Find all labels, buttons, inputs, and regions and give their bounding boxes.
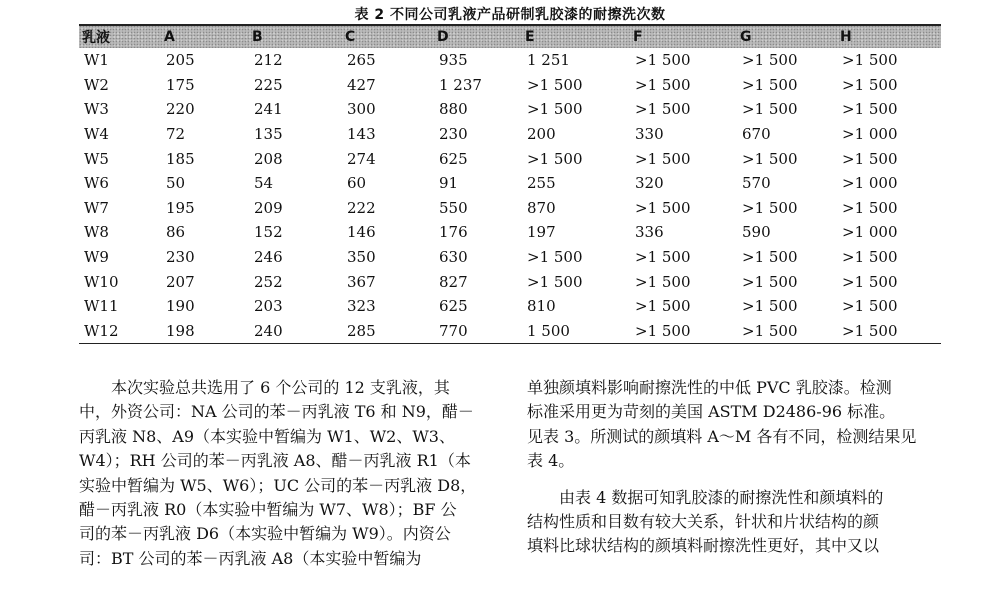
scrub-count-cell: 265: [347, 51, 376, 70]
scrub-count-cell: 935: [439, 51, 468, 70]
scrub-count-cell: 225: [254, 75, 283, 94]
body-text-line: 丙乳液 N8、A9（本实验中暂编为 W1、W2、W3、: [79, 426, 455, 446]
scrub-count-cell: 1 251: [527, 51, 570, 70]
body-text-line: 由表 4 数据可知乳胶漆的耐擦洗性和颜填料的: [559, 487, 884, 507]
scrub-count-cell: 203: [254, 297, 283, 316]
scrub-count-cell: 207: [166, 272, 195, 291]
scrub-count-cell: >1 500: [635, 198, 691, 217]
header-cell: B: [249, 25, 342, 48]
table-caption: 表 2 不同公司乳液产品研制乳胶漆的耐擦洗次数: [354, 7, 666, 23]
scrub-count-cell: 1 500: [522, 319, 630, 344]
body-text-line: 醋－丙乳液 R0（本实验中暂编为 W7、W8）；BF 公: [79, 500, 457, 520]
scrub-count-cell: 86: [166, 223, 186, 242]
table-row: [79, 171, 941, 196]
body-text-line: 中，外资公司：NA 公司的苯－丙乳液 T6 和 N9，醋－: [79, 402, 474, 422]
right-text-column: [527, 376, 939, 559]
scrub-count-cell: 810: [527, 297, 556, 316]
scrub-count-cell: 208: [254, 149, 283, 168]
scrub-count-cell: >1 500: [635, 75, 691, 94]
scrub-count-cell: 330: [635, 125, 664, 144]
table-row: [79, 269, 941, 294]
body-text-line: 本次实验总共选用了 6 个公司的 12 支乳液，其: [111, 378, 450, 397]
header-cell: 乳液: [79, 25, 161, 48]
scrub-count-cell: >1 500: [527, 149, 583, 168]
scrub-count-cell: >1 500: [630, 319, 737, 344]
scrub-count-cell: 320: [635, 174, 664, 193]
scrub-count-cell: 590: [742, 223, 771, 242]
scrub-count-cell: >1 500: [635, 248, 691, 267]
scrub-count-cell: >1 500: [527, 272, 583, 291]
left-text-column: [79, 376, 496, 571]
body-text-line: 见表 3。所测试的颜填料 A～M 各有不同，检测结果见: [527, 426, 917, 446]
emulsion-id-cell: W10: [84, 272, 119, 291]
header-cell: C: [342, 25, 434, 48]
scrub-count-cell: >1 500: [842, 248, 898, 267]
scrub-count-cell: >1 500: [635, 100, 691, 119]
emulsion-id-cell: W1: [84, 51, 109, 70]
scrub-count-cell: 175: [166, 75, 195, 94]
scrub-count-cell: 195: [166, 198, 195, 217]
body-text-line: W4）；RH 公司的苯－丙乳液 A8、醋－丙乳液 R1（本: [79, 451, 471, 471]
scrub-count-cell: 336: [635, 223, 664, 242]
table-row: [79, 245, 941, 270]
scrub-count-cell: 230: [166, 248, 195, 267]
scrub-count-cell: 220: [166, 100, 195, 119]
table-header-row: [79, 25, 941, 48]
table-row: [79, 196, 941, 221]
scrub-count-cell: 240: [249, 319, 342, 344]
scrub-count-cell: >1 500: [742, 75, 798, 94]
body-text-line: 司：BT 公司的苯－丙乳液 A8（本实验中暂编为: [79, 548, 422, 568]
scrub-count-cell: 72: [166, 125, 186, 144]
scrub-count-cell: 246: [254, 248, 283, 267]
scrub-count-cell: >1 000: [842, 223, 898, 242]
scrub-count-cell: 212: [254, 51, 283, 70]
scrub-count-cell: >1 500: [742, 100, 798, 119]
scrub-count-cell: 880: [439, 100, 468, 119]
emulsion-id-cell: W2: [84, 75, 109, 94]
emulsion-id-cell: W7: [84, 198, 109, 217]
scrub-count-cell: >1 500: [837, 319, 941, 344]
scrub-count-cell: 827: [439, 272, 468, 291]
scrub-count-cell: 146: [347, 223, 376, 242]
table-row: [79, 97, 941, 122]
scrub-count-cell: >1 500: [842, 149, 898, 168]
emulsion-id-cell: W12: [79, 319, 161, 344]
body-text-line: 表 4。: [527, 451, 575, 471]
emulsion-id-cell: W4: [84, 125, 109, 144]
scrub-count-cell: 230: [439, 125, 468, 144]
scrub-count-cell: >1 500: [842, 75, 898, 94]
body-text-line: 司的苯－丙乳液 D6（本实验中暂编为 W9）。内资公: [79, 524, 451, 544]
scrub-resistance-table: [79, 24, 941, 344]
body-text-line: 填料比球状结构的颜填料耐擦洗性更好，其中又以: [527, 536, 880, 556]
scrub-count-cell: 197: [527, 223, 556, 242]
scrub-count-cell: >1 500: [635, 51, 691, 70]
scrub-count-cell: 143: [347, 125, 376, 144]
table-row: [79, 122, 941, 147]
header-cell: E: [522, 25, 630, 48]
scrub-count-cell: >1 500: [842, 297, 898, 316]
scrub-count-cell: 91: [439, 174, 459, 193]
scrub-count-cell: >1 000: [842, 174, 898, 193]
scrub-count-cell: 630: [439, 248, 468, 267]
scrub-count-cell: 770: [434, 319, 522, 344]
scrub-count-cell: 135: [254, 125, 283, 144]
scrub-count-cell: 50: [166, 174, 186, 193]
scrub-count-cell: >1 500: [842, 198, 898, 217]
scrub-count-cell: 190: [166, 297, 195, 316]
scrub-count-cell: >1 500: [742, 272, 798, 291]
scrub-count-cell: >1 000: [842, 125, 898, 144]
table-row: [79, 146, 941, 171]
header-cell: F: [630, 25, 737, 48]
scrub-count-cell: 625: [439, 149, 468, 168]
scrub-count-cell: >1 500: [635, 297, 691, 316]
header-cell: H: [837, 25, 941, 48]
scrub-count-cell: 625: [439, 297, 468, 316]
scrub-count-cell: 54: [254, 174, 274, 193]
scrub-count-cell: 60: [347, 174, 367, 193]
scrub-count-cell: 570: [742, 174, 771, 193]
scrub-count-cell: >1 500: [737, 319, 837, 344]
scrub-count-cell: 200: [527, 125, 556, 144]
scrub-count-cell: 185: [166, 149, 195, 168]
header-cell: A: [161, 25, 249, 48]
scrub-count-cell: 222: [347, 198, 376, 217]
scrub-count-cell: 198: [161, 319, 249, 344]
scrub-count-cell: 323: [347, 297, 376, 316]
scrub-count-cell: 1 237: [439, 75, 482, 94]
scrub-count-cell: 205: [166, 51, 195, 70]
emulsion-id-cell: W11: [84, 297, 119, 316]
scrub-count-cell: 274: [347, 149, 376, 168]
emulsion-id-cell: W3: [84, 100, 109, 119]
scrub-count-cell: 550: [439, 198, 468, 217]
scrub-count-cell: 350: [347, 248, 376, 267]
emulsion-id-cell: W8: [84, 223, 109, 242]
scrub-count-cell: >1 500: [527, 248, 583, 267]
table-row: [79, 48, 941, 73]
body-text-line: 结构性质和目数有较大关系，针状和片状结构的颜: [527, 512, 880, 532]
scrub-count-cell: >1 500: [635, 149, 691, 168]
scrub-count-cell: 255: [527, 174, 556, 193]
scrub-count-cell: 870: [527, 198, 556, 217]
scrub-count-cell: >1 500: [527, 75, 583, 94]
scrub-count-cell: 152: [254, 223, 283, 242]
header-cell: D: [434, 25, 522, 48]
scrub-count-cell: >1 500: [742, 248, 798, 267]
body-text-line: 单独颜填料影响耐擦洗性的中低 PVC 乳胶漆。检测: [527, 378, 892, 397]
scrub-count-cell: >1 500: [842, 51, 898, 70]
scrub-count-cell: >1 500: [842, 272, 898, 291]
scrub-count-cell: >1 500: [842, 100, 898, 119]
emulsion-id-cell: W5: [84, 149, 109, 168]
scrub-count-cell: 176: [439, 223, 468, 242]
scrub-count-cell: 670: [742, 125, 771, 144]
scrub-count-cell: >1 500: [742, 51, 798, 70]
scrub-count-cell: >1 500: [635, 272, 691, 291]
table-row: [79, 319, 941, 344]
body-text-line: 实验中暂编为 W5、W6）；UC 公司的苯－丙乳液 D8，: [79, 475, 477, 495]
table-row: [79, 220, 941, 245]
table-body: [79, 48, 941, 344]
scrub-count-cell: >1 500: [742, 149, 798, 168]
scrub-count-cell: >1 500: [742, 198, 798, 217]
scrub-count-cell: >1 500: [527, 100, 583, 119]
scrub-count-cell: 300: [347, 100, 376, 119]
scrub-count-cell: 367: [347, 272, 376, 291]
table-row: [79, 73, 941, 98]
scrub-count-cell: 241: [254, 100, 283, 119]
emulsion-id-cell: W6: [84, 174, 109, 193]
scrub-count-cell: 427: [347, 75, 376, 94]
scrub-count-cell: 285: [342, 319, 434, 344]
scrub-count-cell: 209: [254, 198, 283, 217]
table-row: [79, 294, 941, 319]
body-text-line: 标准采用更为苛刻的美国 ASTM D2486-96 标准。: [527, 402, 896, 422]
scrub-count-cell: 252: [254, 272, 283, 291]
emulsion-id-cell: W9: [84, 248, 109, 267]
scrub-count-cell: >1 500: [742, 297, 798, 316]
header-cell: G: [737, 25, 837, 48]
